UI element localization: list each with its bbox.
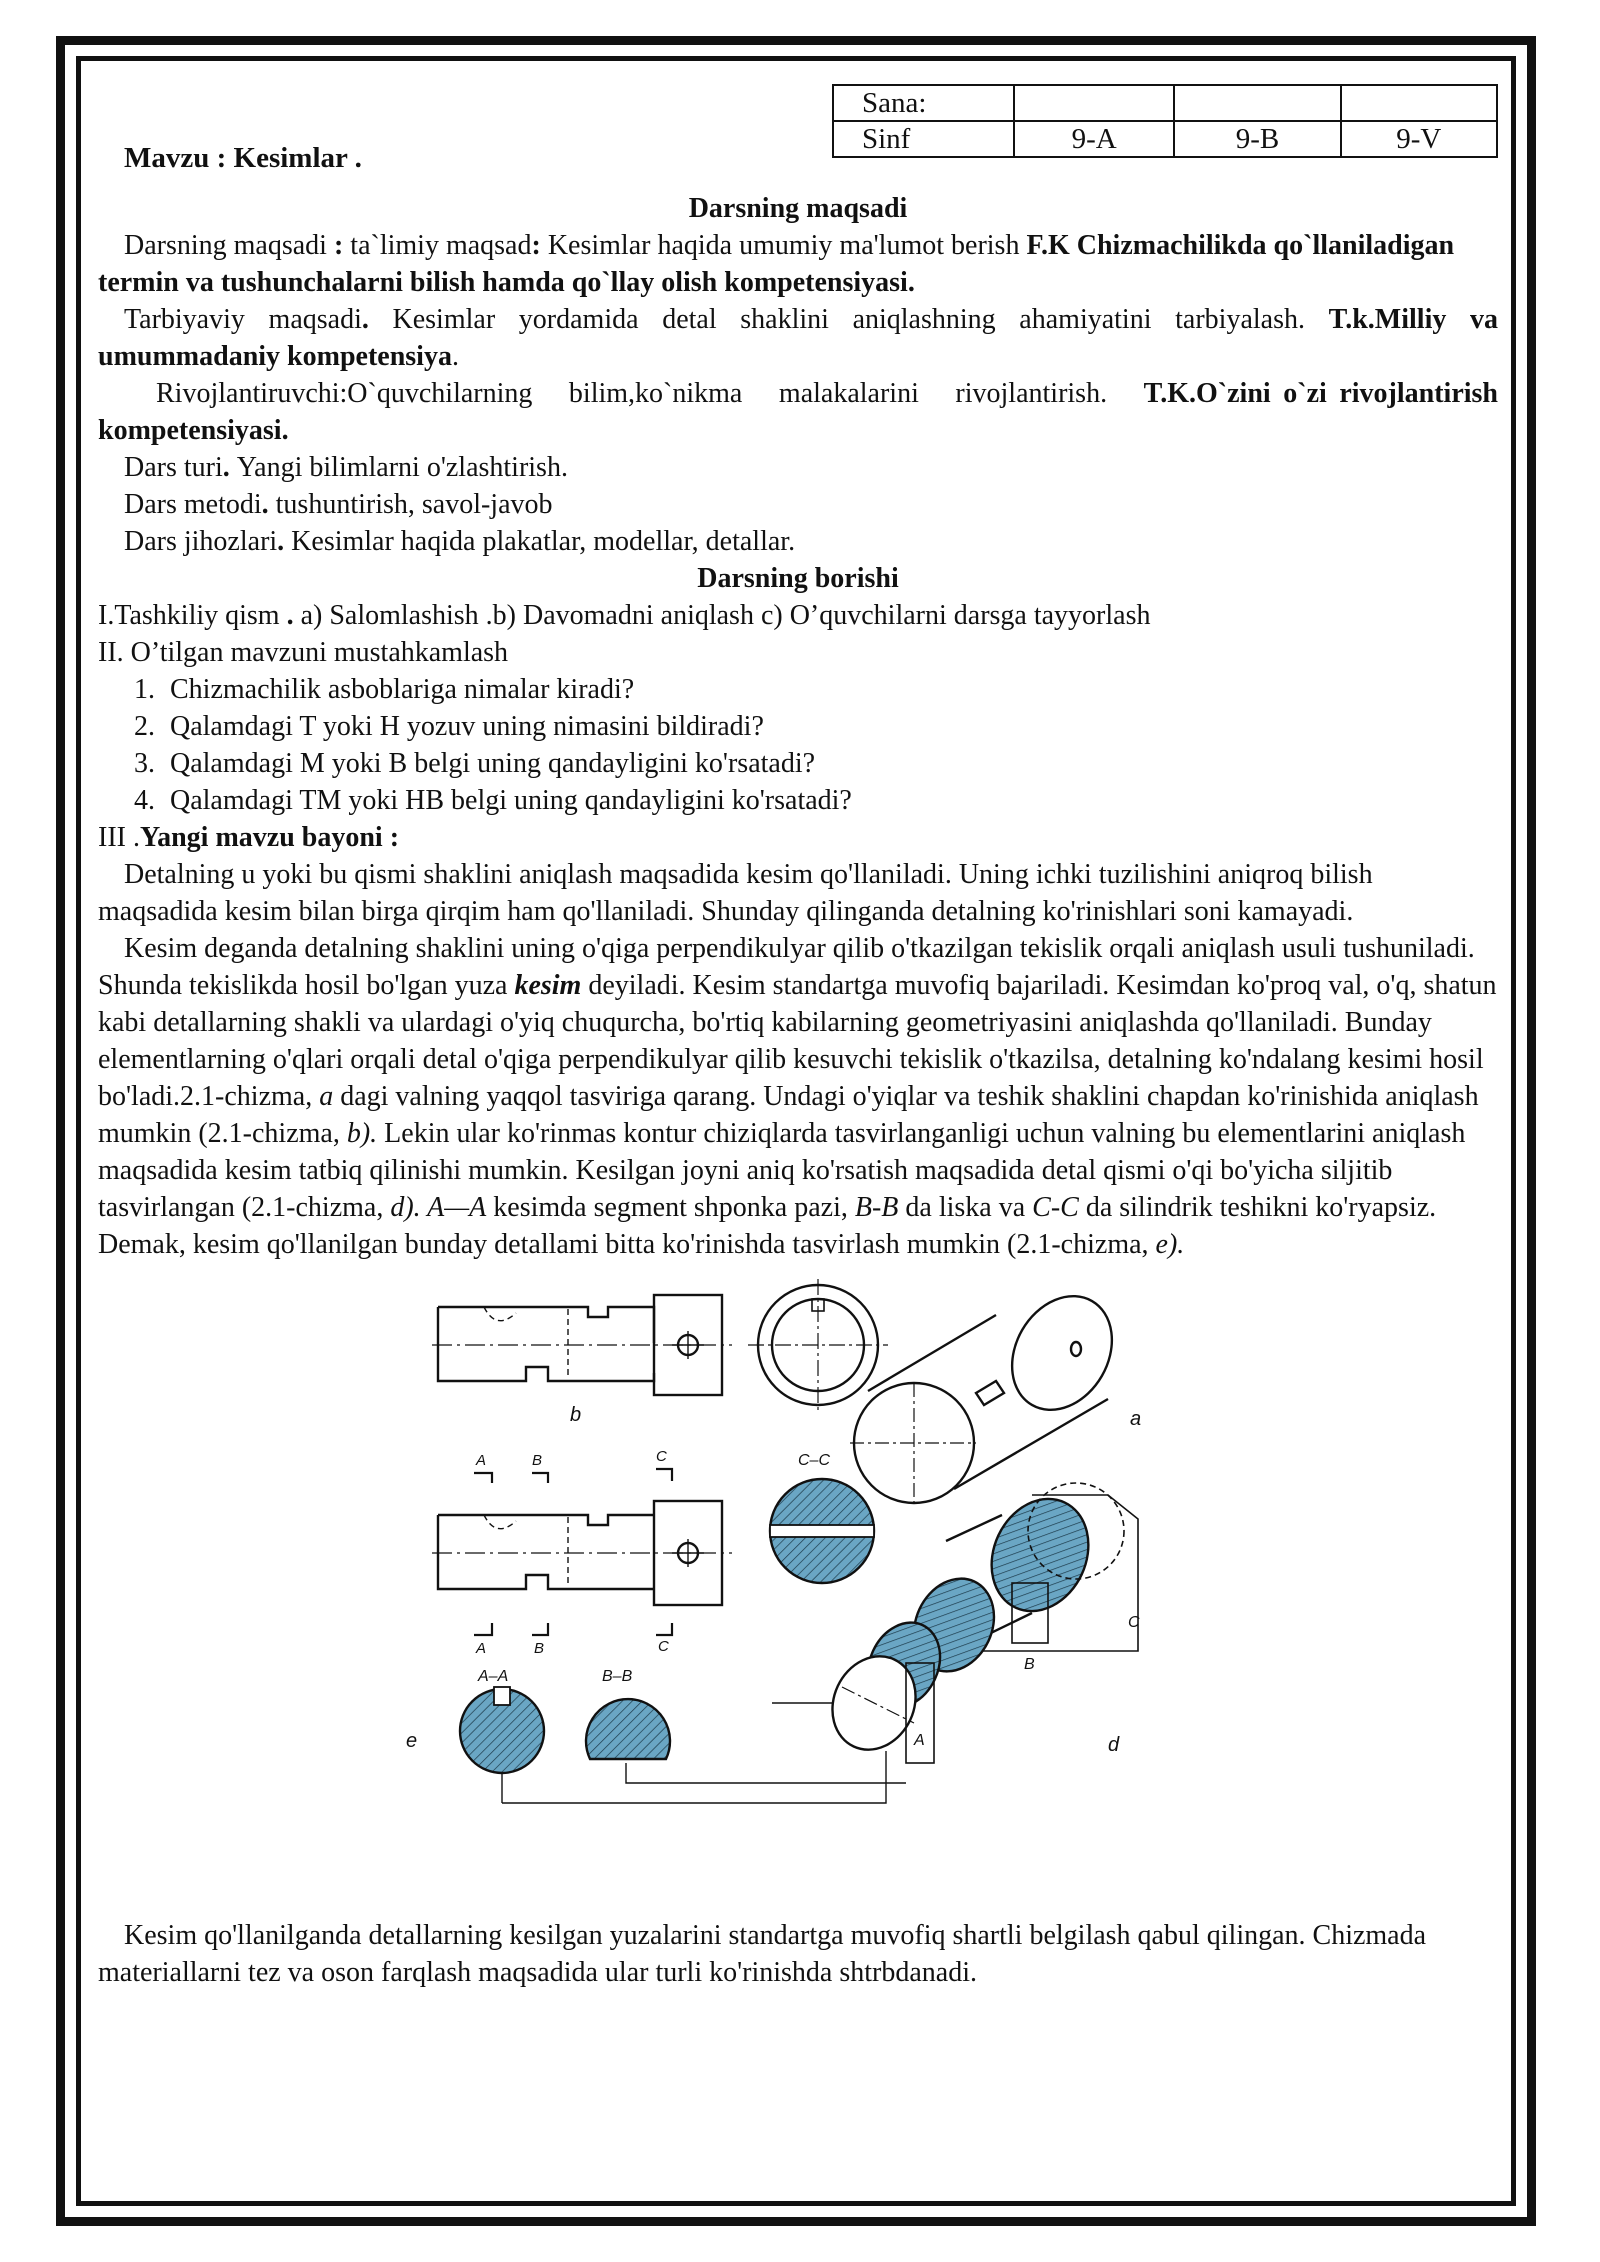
text: a) Salomlashish .b) Davomadni aniqlash c) O’quvchilarni darsga tayyorlash [300,600,1151,631]
label-c-c: C–C [798,1452,831,1469]
class-row [833,121,1497,157]
isometric-shaft-a [850,1278,1132,1505]
text: d). A—A [390,1192,487,1223]
text: e). [1155,1229,1185,1260]
mark-A-bottom: A [476,1640,487,1657]
body-paragraph-3: Kesim qo'llanilganda detallarning kesilgan yuzalarini standartga muvofiq shartli belgilash qabul qilingan. Chizmada materiallarni tez va oson farqlash maqsadida ular turli ko'rinishda shtrbdanadi. [98,1920,1427,1988]
text: C-C [1032,1192,1079,1223]
mark-B-top: B [532,1452,543,1469]
list-item: 1. Chizmachilik asboblariga nimalar kiradi? [162,671,1498,708]
mark-C-iso: C [1128,1614,1140,1631]
text: . [286,600,301,631]
text: . [277,526,292,557]
class-9v: 9-V [1341,121,1497,157]
front-view-d [432,1501,732,1605]
text: Dars turi [124,452,223,483]
text: . [261,489,276,520]
section-b-b [586,1699,670,1759]
topic-title: Mavzu : Kesimlar . [124,142,362,174]
date-cell-9b [1174,85,1340,121]
text: I.Tashkiliy qism [98,600,287,631]
text: III . [98,822,140,853]
list-item: 4. Qalamdagi TM yoki HB belgi uning qandayligini ko'rsatadi? [162,782,1498,819]
text: Kesim deganda detalning shaklini uning o'qiga perpendikulyar qilib o'tkazilgan tekislik orqali aniqlash usuli tushuniladi. Shunda tekislikda hosil bo'lgan yuza [98,933,1475,1001]
text: ta`limiy maqsad [350,230,532,261]
lesson-type [98,449,1498,486]
label-a: a [1130,1408,1142,1430]
lesson-equipment [98,523,1498,560]
label-a-a: A–A [478,1668,509,1685]
text: Rivojlantiruvchi:O`quvchilarning bilim,ko`nikma malakalarini rivojlantirish. [156,378,1144,409]
mark-A-iso: A [914,1732,925,1749]
side-view-b [432,1295,732,1395]
label-d: d [1108,1734,1120,1756]
mark-C-bottom: C [658,1638,669,1655]
text: Yangi mavzu bayoni : [139,822,400,853]
text: tushuntirish, savol-javob [275,489,553,520]
text: Darsning maqsadi [124,230,334,261]
class-9b: 9-B [1174,121,1340,157]
text: da liska va [898,1192,1033,1223]
goals-heading: Darsning maqsadi [688,193,908,224]
text: deyiladi. Kesim standartga muvofiq bajariladi. Kesimdan ko'proq val, o'q, shatun kabi detallarning shakli va ulardagi o'yiq chuqurcha, bo'rtiq kabilarning geometriyasini aniqlashda qo'llaniladi. Bunday elementlarning o'qlari orqali detal o'qiga perpendikulyar qilib kesuvchi tekislik o'tkazilsa, detalning ko'ndalang kesimi hosil bo'ladi.2.1-chizma, [98,970,1497,1112]
date-row [833,85,1497,121]
text: b). [346,1118,378,1149]
development-goal [98,375,1498,449]
shaft-sections-figure [406,1283,1172,1863]
text: Tarbiyaviy maqsadi [124,304,362,335]
mark-C-top: C [656,1448,667,1465]
text: Kesimlar yordamida detal shaklini aniqlashning ahamiyatini tarbiyalash. [392,304,1329,335]
list-item: 2. Qalamdagi T yoki H yozuv uning nimasini bildiradi? [162,708,1498,745]
section-c-c [770,1479,874,1583]
date-label: Sana: [833,85,1014,121]
date-cell-9a [1014,85,1174,121]
text: a [319,1081,334,1112]
date-class-table [832,84,1498,158]
mark-B-iso: B [1024,1656,1035,1673]
term-kesim: kesim [514,970,582,1001]
end-view [748,1279,888,1411]
body-paragraph-1: Detalning u yoki bu qismi shaklini aniqlash maqsadida kesim qo'llaniladi. Uning ichki tuzilishini aniqroq bilish maqsadida kesim bilan birga qirqim ham qo'llaniladi. Shunday qilinganda detalning ko'rinishlari soni kamayadi. [98,859,1373,927]
text: Lekin ular ko'rinmas kontur chiziqlarda tasvirlanganligi uchun valning bu elementlarini aniqlash maqsadida kesim tatbiq qilinishi mumkin. Kesilgan joyni aniq ko'rsatish maqsadida detal qismi o'qi bo'yicha siljitib tasvirlangan (2.1-chizma, [98,1118,1466,1223]
mark-A-top: A [476,1452,487,1469]
section-a-a [460,1687,544,1773]
text: : [333,230,351,261]
cutting-plane-marks [474,1469,672,1635]
text: Kesimlar haqida plakatlar, modellar, detallar. [291,526,796,557]
text: . [222,452,237,483]
review-heading: II. O’tilgan mavzuni mustahkamlash [98,637,509,668]
competence-text: F.K Chizmachilikda qo`llaniladigan termin va tushunchalarni bilish hamda qo`llay olish kompetensiyasi. [98,230,1455,298]
text: da silindrik teshikni ko'ryapsiz. Demak, kesim qo'llanilgan bunday detallami bitta ko'rinishda tasvirlash mumkin (2.1-chizma, [98,1192,1437,1260]
text: dagi valning yaqqol tasviriga qarang. Undagi o'yiqlar va teshik shaklini chapdan ko'rinishida aniqlash mumkin (2.1-chizma, [98,1081,1479,1149]
text: Dars metodi [124,489,262,520]
label-b: b [570,1404,582,1426]
class-9a: 9-A [1014,121,1174,157]
review-questions [98,671,1498,819]
text: : [531,230,548,261]
text: . [361,304,393,335]
class-label: Sinf [833,121,1014,157]
list-item: 3. Qalamdagi M yoki B belgi uning qandayligini ko'rsatadi? [162,745,1498,782]
header-row [98,84,1498,180]
text: Kesimlar haqida umumiy ma'lumot berish [547,230,1027,261]
text: Yangi bilimlarni o'zlashtirish. [236,452,568,483]
competence-text: T.K.O`zini o`zi rivojlantirish kompetensiyasi. [98,378,1498,446]
text: . [451,341,459,372]
progress-heading: Darsning borishi [697,563,899,594]
label-e: e [406,1730,418,1752]
educational-goal [98,227,1498,301]
body-paragraph-2 [98,930,1498,1263]
organizational-part [98,597,1498,634]
label-b-b: B–B [602,1668,633,1685]
text: kesimda segment shponka pazi, [486,1192,855,1223]
document-body [98,84,1498,1991]
upbringing-goal [98,301,1498,375]
text: B-B [854,1192,899,1223]
new-topic-heading [98,819,1498,856]
date-cell-9v [1341,85,1497,121]
competence-text: T.k.Milliy va umummadaniy kompetensiya [98,304,1499,372]
lesson-method [98,486,1498,523]
mark-B-bottom: B [534,1640,545,1657]
text: Dars jihozlari [124,526,278,557]
